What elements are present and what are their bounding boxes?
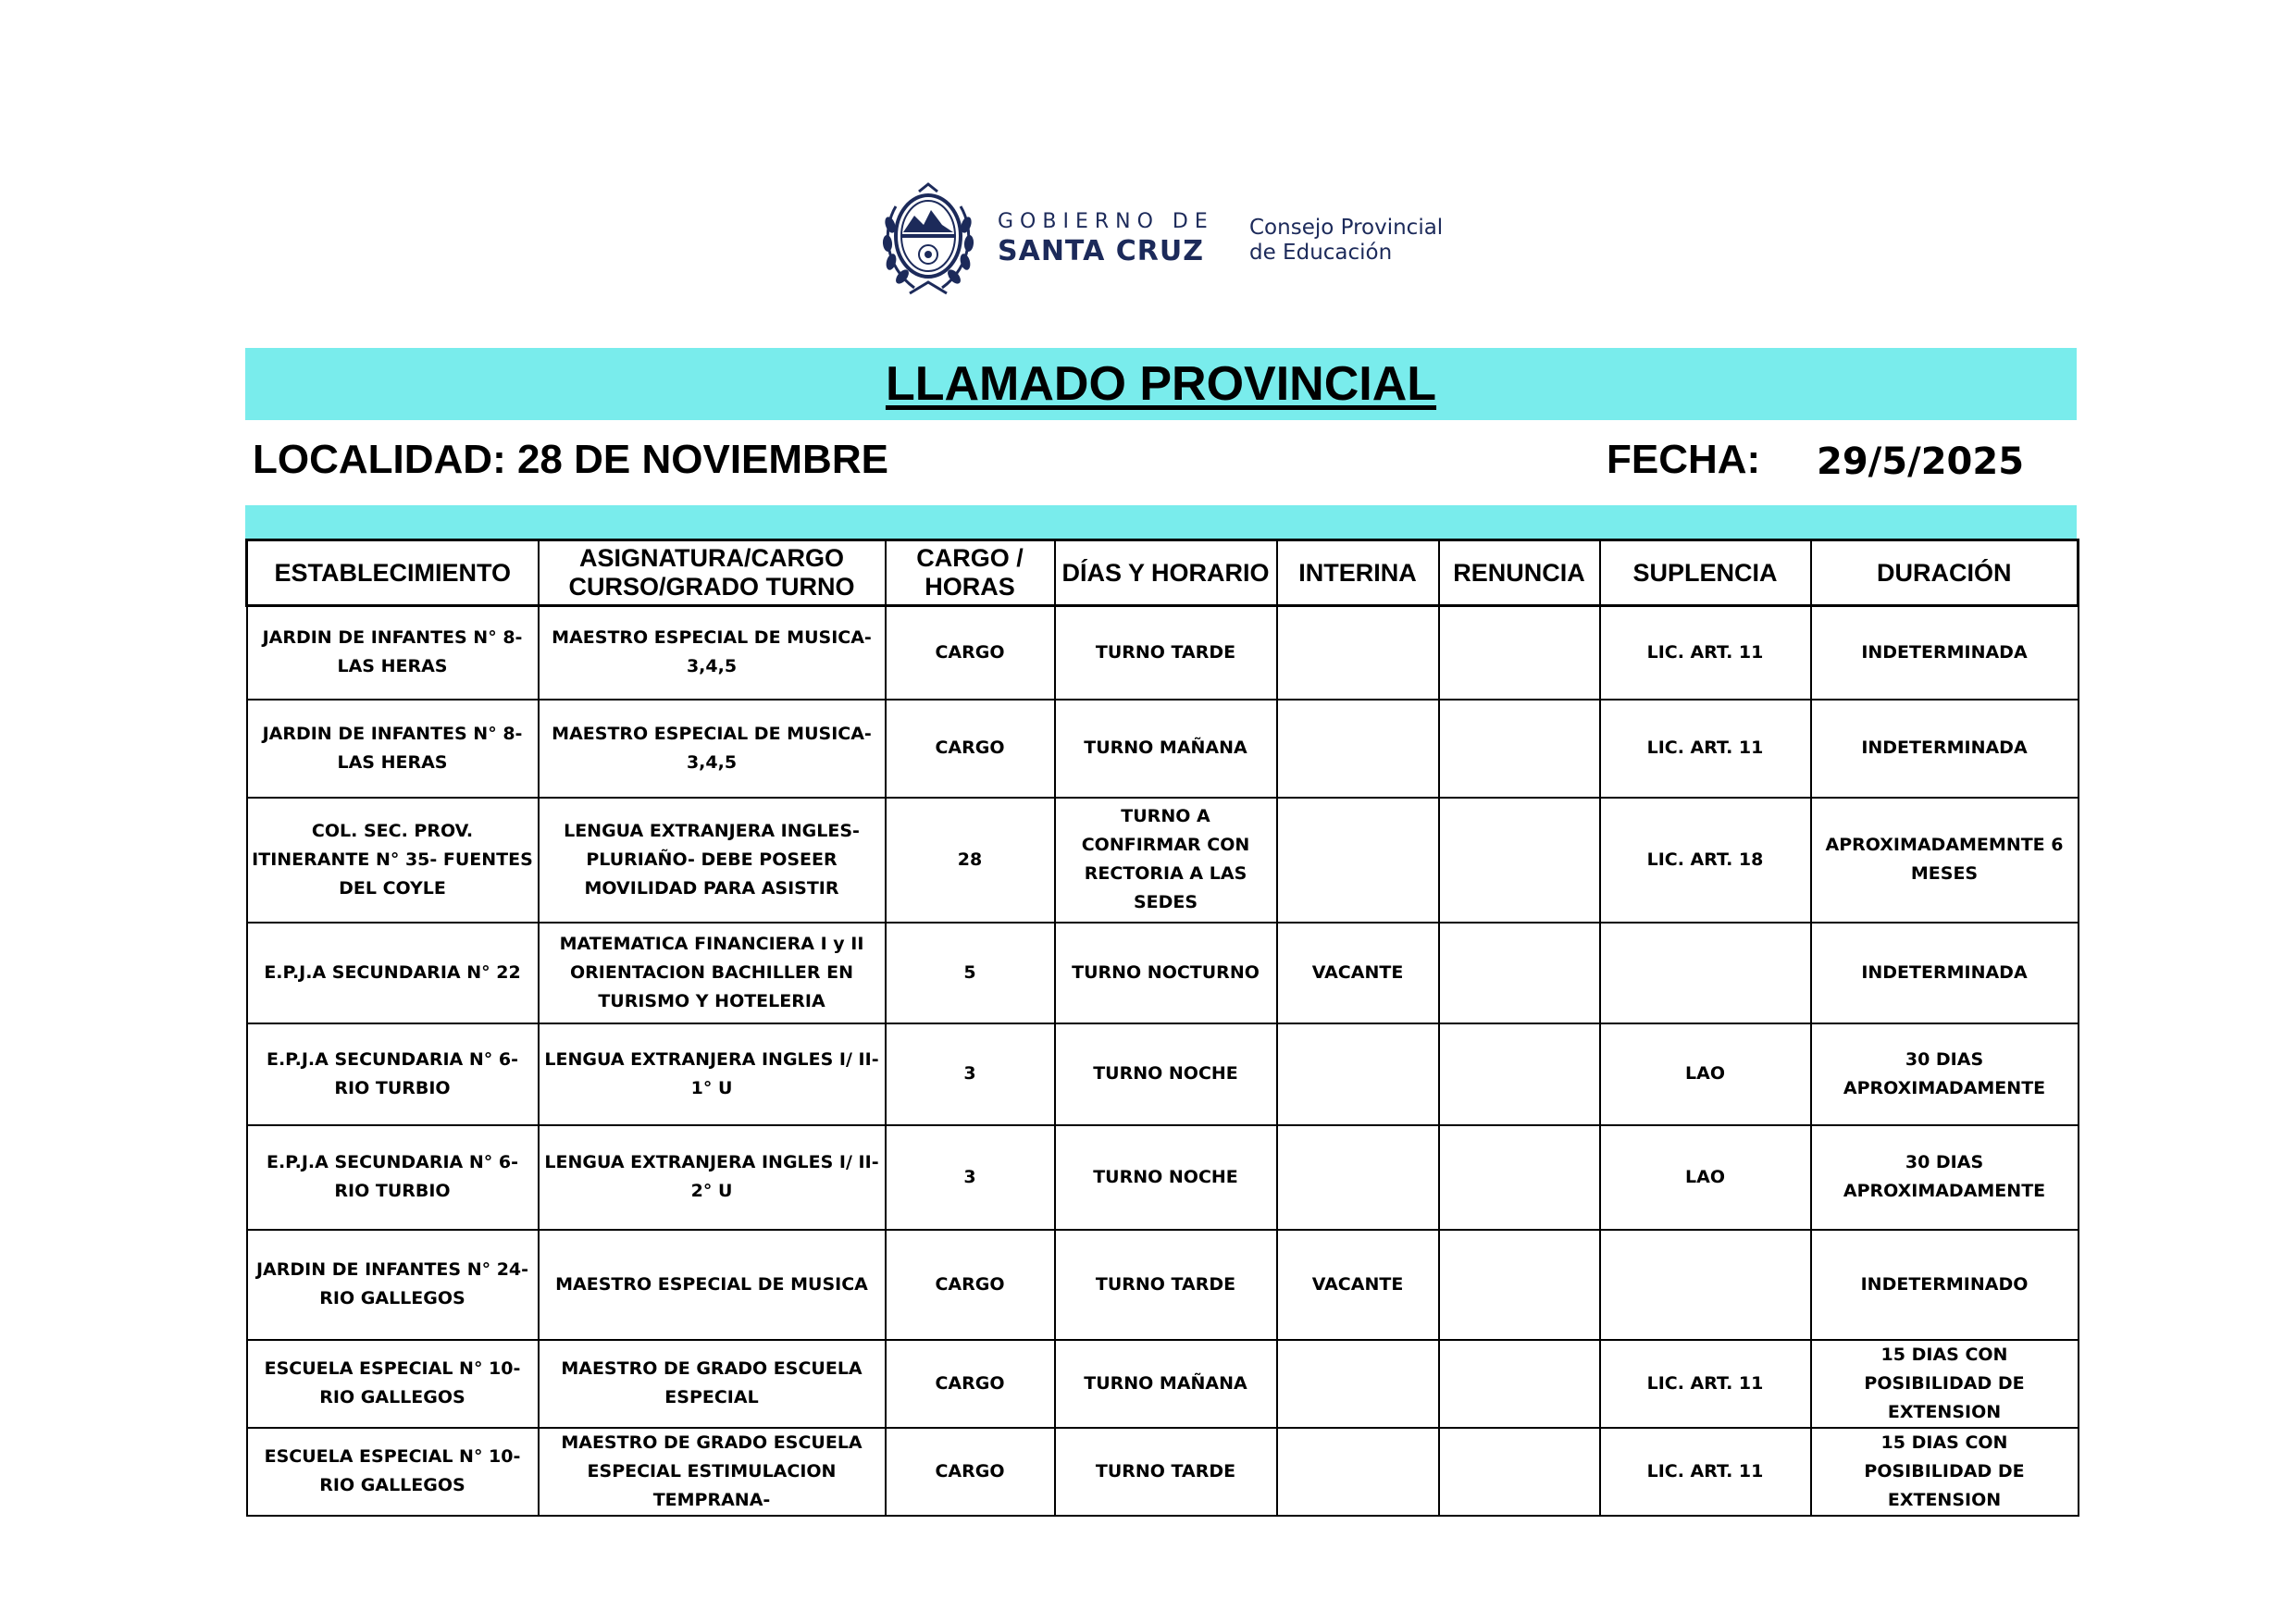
cell-interina — [1277, 606, 1439, 700]
cell-interina — [1277, 798, 1439, 923]
locality-label: LOCALIDAD: 28 DE NOVIEMBRE — [253, 437, 888, 482]
header-cargo-line-1: CARGO / — [916, 544, 1024, 572]
table-row — [247, 606, 2079, 700]
table-row — [247, 1125, 2079, 1230]
cell-dias: TURNO NOCHE — [1055, 1023, 1277, 1125]
cell-cargo: CARGO — [886, 606, 1055, 700]
header-logo — [877, 179, 1488, 304]
cell-duracion: INDETERMINADA — [1811, 606, 2079, 700]
government-line-1: GOBIERNO DE — [998, 210, 1214, 233]
cell-renuncia — [1439, 1428, 1600, 1516]
cell-asignatura: MAESTRO DE GRADO ESCUELA ESPECIAL ESTIMULACION TEMPRANA- — [539, 1428, 886, 1516]
title-band — [245, 348, 2077, 420]
government-name — [998, 210, 1214, 267]
cell-suplencia: LAO — [1600, 1023, 1811, 1125]
header-dias: DÍAS Y HORARIO — [1055, 540, 1277, 606]
cell-cargo: CARGO — [886, 1428, 1055, 1516]
cell-duracion: 30 DIAS APROXIMADAMENTE — [1811, 1023, 2079, 1125]
cell-establecimiento: JARDIN DE INFANTES N° 8- LAS HERAS — [247, 700, 539, 798]
cell-interina: VACANTE — [1277, 1230, 1439, 1340]
cell-cargo: CARGO — [886, 1230, 1055, 1340]
header-cargo-line-2: HORAS — [925, 573, 1015, 601]
cell-establecimiento: COL. SEC. PROV. ITINERANTE N° 35- FUENTES DEL COYLE — [247, 798, 539, 923]
cell-establecimiento: ESCUELA ESPECIAL N° 10- RIO GALLEGOS — [247, 1428, 539, 1516]
header-duracion: DURACIÓN — [1811, 540, 2079, 606]
cell-suplencia: LIC. ART. 11 — [1600, 1340, 1811, 1428]
council-line-2: de Educación — [1249, 241, 1393, 265]
cell-suplencia: LAO — [1600, 1125, 1811, 1230]
table-row — [247, 1428, 2079, 1516]
cell-asignatura: LENGUA EXTRANJERA INGLES- PLURIAÑO- DEBE POSEER MOVILIDAD PARA ASISTIR — [539, 798, 886, 923]
page-title: LLAMADO PROVINCIAL — [885, 357, 1437, 411]
cell-renuncia — [1439, 923, 1600, 1023]
cell-asignatura: MATEMATICA FINANCIERA I y II ORIENTACION BACHILLER EN TURISMO Y HOTELERIA — [539, 923, 886, 1023]
cell-duracion: 15 DIAS CON POSIBILIDAD DE EXTENSION — [1811, 1340, 2079, 1428]
cell-suplencia: LIC. ART. 11 — [1600, 700, 1811, 798]
header-cargo — [886, 540, 1055, 606]
table-row — [247, 1023, 2079, 1125]
cell-renuncia — [1439, 798, 1600, 923]
cell-duracion: INDETERMINADA — [1811, 700, 2079, 798]
cell-establecimiento: E.P.J.A SECUNDARIA N° 6- RIO TURBIO — [247, 1125, 539, 1230]
cell-cargo: 28 — [886, 798, 1055, 923]
cell-renuncia — [1439, 1023, 1600, 1125]
cell-cargo: 3 — [886, 1125, 1055, 1230]
table-row — [247, 798, 2079, 923]
cell-asignatura: MAESTRO ESPECIAL DE MUSICA- 3,4,5 — [539, 606, 886, 700]
header-interina: INTERINA — [1277, 540, 1439, 606]
cell-duracion: INDETERMINADO — [1811, 1230, 2079, 1340]
cell-suplencia — [1600, 1230, 1811, 1340]
cell-interina — [1277, 700, 1439, 798]
table-row — [247, 1230, 2079, 1340]
cell-establecimiento: JARDIN DE INFANTES N° 8- LAS HERAS — [247, 606, 539, 700]
santa-cruz-seal-icon — [877, 179, 979, 304]
vacancies-table — [245, 539, 2079, 1517]
cell-interina — [1277, 1340, 1439, 1428]
table-header-row — [247, 540, 2079, 606]
header-suplencia: SUPLENCIA — [1600, 540, 1811, 606]
cell-suplencia: LIC. ART. 11 — [1600, 1428, 1811, 1516]
table-body — [247, 606, 2079, 1516]
cell-duracion: 30 DIAS APROXIMADAMENTE — [1811, 1125, 2079, 1230]
cell-duracion: 15 DIAS CON POSIBILIDAD DE EXTENSION — [1811, 1428, 2079, 1516]
cell-dias: TURNO MAÑANA — [1055, 700, 1277, 798]
cell-establecimiento: ESCUELA ESPECIAL N° 10- RIO GALLEGOS — [247, 1340, 539, 1428]
date-label: FECHA: — [1607, 437, 1761, 482]
cell-renuncia — [1439, 1125, 1600, 1230]
table-row — [247, 700, 2079, 798]
cell-duracion: APROXIMADAMEMNTE 6 MESES — [1811, 798, 2079, 923]
cell-cargo: 3 — [886, 1023, 1055, 1125]
cell-cargo: 5 — [886, 923, 1055, 1023]
cell-renuncia — [1439, 1230, 1600, 1340]
cell-dias: TURNO MAÑANA — [1055, 1340, 1277, 1428]
cell-asignatura: MAESTRO DE GRADO ESCUELA ESPECIAL — [539, 1340, 886, 1428]
header-asignatura-line-2: CURSO/GRADO TURNO — [568, 573, 855, 601]
cell-establecimiento: JARDIN DE INFANTES N° 24- RIO GALLEGOS — [247, 1230, 539, 1340]
header-renuncia: RENUNCIA — [1439, 540, 1600, 606]
cell-dias: TURNO NOCTURNO — [1055, 923, 1277, 1023]
council-line-1: Consejo Provincial — [1249, 216, 1444, 240]
council-name — [1249, 216, 1443, 266]
table-row — [247, 1340, 2079, 1428]
cell-interina — [1277, 1428, 1439, 1516]
cell-dias: TURNO TARDE — [1055, 1428, 1277, 1516]
cell-establecimiento: E.P.J.A SECUNDARIA N° 22 — [247, 923, 539, 1023]
cell-dias: TURNO TARDE — [1055, 1230, 1277, 1340]
cell-interina: VACANTE — [1277, 923, 1439, 1023]
cell-dias: TURNO TARDE — [1055, 606, 1277, 700]
cell-asignatura: LENGUA EXTRANJERA INGLES I/ II- 1° U — [539, 1023, 886, 1125]
cell-suplencia: LIC. ART. 11 — [1600, 606, 1811, 700]
header-establecimiento: ESTABLECIMIENTO — [247, 540, 539, 606]
cell-duracion: INDETERMINADA — [1811, 923, 2079, 1023]
cell-cargo: CARGO — [886, 1340, 1055, 1428]
cell-interina — [1277, 1023, 1439, 1125]
cell-establecimiento: E.P.J.A SECUNDARIA N° 6- RIO TURBIO — [247, 1023, 539, 1125]
table-row — [247, 923, 2079, 1023]
header-asignatura-line-1: ASIGNATURA/CARGO — [579, 544, 844, 572]
cell-asignatura: LENGUA EXTRANJERA INGLES I/ II- 2° U — [539, 1125, 886, 1230]
cell-suplencia — [1600, 923, 1811, 1023]
cell-renuncia — [1439, 1340, 1600, 1428]
cell-asignatura: MAESTRO ESPECIAL DE MUSICA- 3,4,5 — [539, 700, 886, 798]
cell-dias: TURNO A CONFIRMAR CON RECTORIA A LAS SEDES — [1055, 798, 1277, 923]
separator-band — [245, 505, 2077, 539]
cell-asignatura: MAESTRO ESPECIAL DE MUSICA — [539, 1230, 886, 1340]
cell-renuncia — [1439, 700, 1600, 798]
cell-dias: TURNO NOCHE — [1055, 1125, 1277, 1230]
cell-renuncia — [1439, 606, 1600, 700]
government-line-2: SANTA CRUZ — [998, 235, 1204, 267]
date-value: 29/5/2025 — [1817, 440, 2025, 483]
header-asignatura — [539, 540, 886, 606]
cell-interina — [1277, 1125, 1439, 1230]
cell-cargo: CARGO — [886, 700, 1055, 798]
cell-suplencia: LIC. ART. 18 — [1600, 798, 1811, 923]
